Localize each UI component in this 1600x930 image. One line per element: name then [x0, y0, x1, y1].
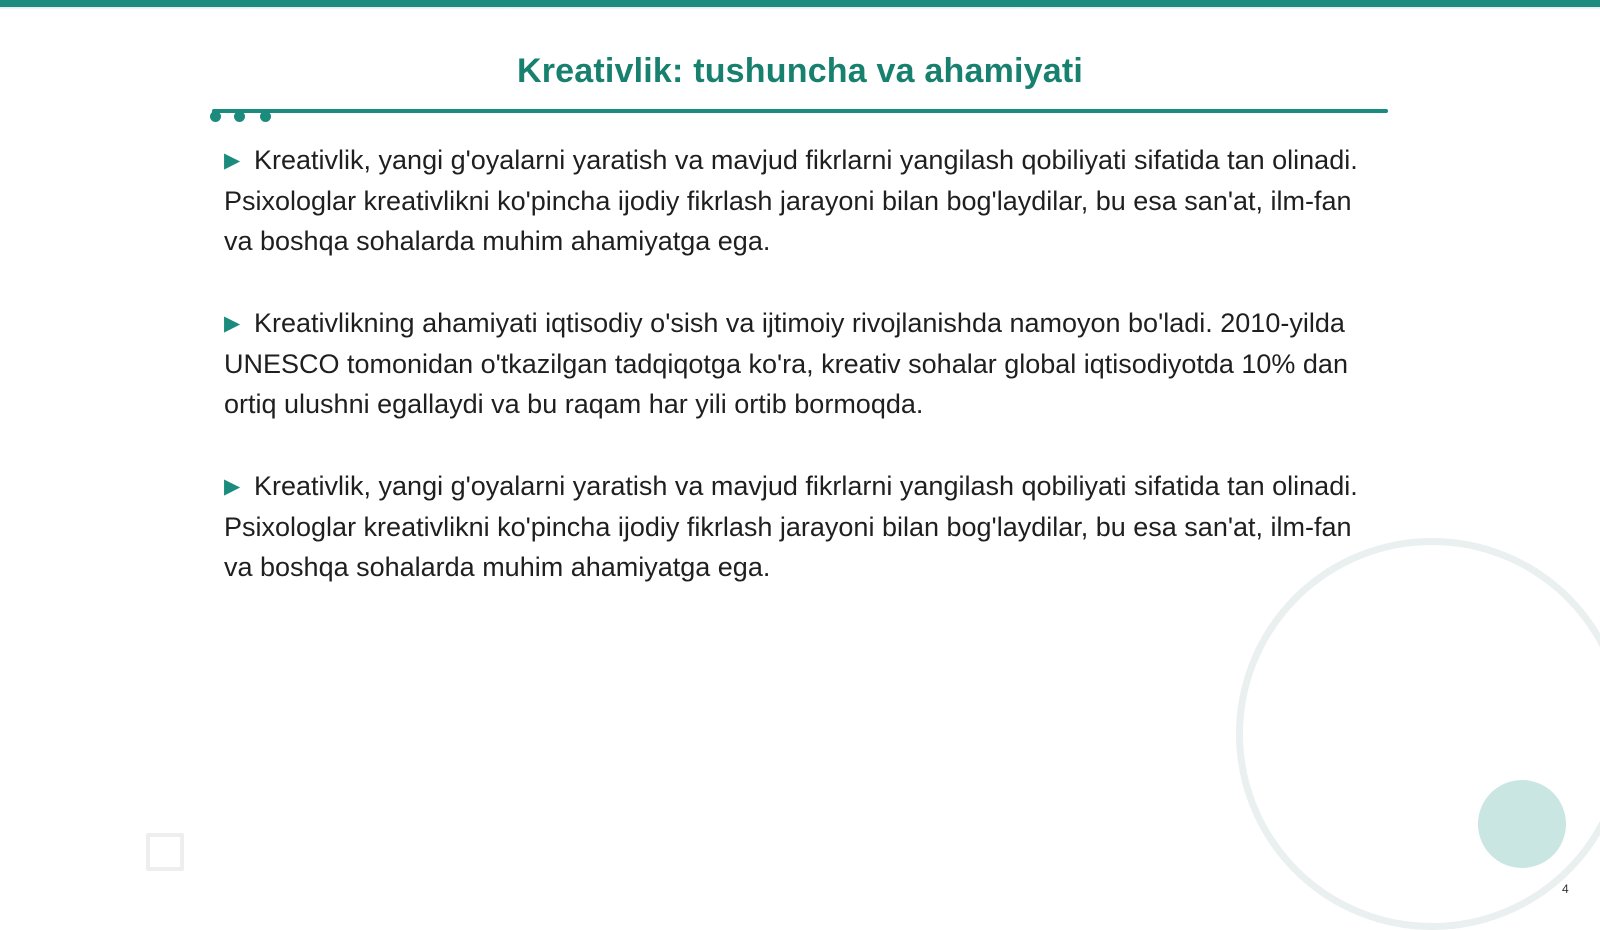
page-number: 4 — [1562, 882, 1569, 896]
decorative-circle — [1478, 780, 1566, 868]
decorative-square — [146, 833, 184, 871]
top-accent-bar-shadow — [0, 7, 1600, 10]
triangle-bullet-icon: ▶ — [224, 149, 241, 172]
paragraph-text: Kreativlik, yangi g'oyalarni yaratish va mavjud fikrlarni yangilash qobiliyati sifatida tan olinadi. Psixologlar kreativlikni ko'pincha ijodiy fikrlash jarayoni bilan bog'laydilar, bu esa san'at, ilm-fan va boshqa sohalarda muhim ahamiyatga ega. — [224, 471, 1358, 582]
top-accent-bar — [0, 0, 1600, 7]
triangle-bullet-icon: ▶ — [224, 312, 241, 335]
paragraph-text: Kreativlik, yangi g'oyalarni yaratish va mavjud fikrlarni yangilash qobiliyati sifatida tan olinadi. Psixologlar kreativlikni ko'pincha ijodiy fikrlash jarayoni bilan bog'laydilar, bu esa san'at, ilm-fan va boshqa sohalarda muhim ahamiyatga ega. — [224, 145, 1358, 256]
decorative-ring — [1236, 538, 1600, 930]
decorative-dot — [260, 111, 271, 122]
slide-title: Kreativlik: tushuncha va ahamiyati — [516, 52, 1084, 90]
paragraph-text: Kreativlikning ahamiyati iqtisodiy o'sish va ijtimoiy rivojlanishda namoyon bo'ladi. 2010-yilda UNESCO tomonidan o'tkazilgan tadqiqotga ko'ra, kreativ sohalar global iqtisodiyotda 10% dan ortiq ulushni egallaydi va bu raqam har yili ortib bormoqda. — [224, 308, 1348, 419]
decorative-dot — [210, 111, 221, 122]
decorative-dot — [234, 111, 245, 122]
bullet-paragraph-2 — [224, 303, 1384, 424]
bullet-paragraph-1 — [224, 140, 1384, 261]
title-underline — [212, 109, 1388, 113]
triangle-bullet-icon: ▶ — [224, 475, 241, 498]
bullet-paragraph-3 — [224, 466, 1384, 587]
slide-body — [224, 140, 1384, 629]
